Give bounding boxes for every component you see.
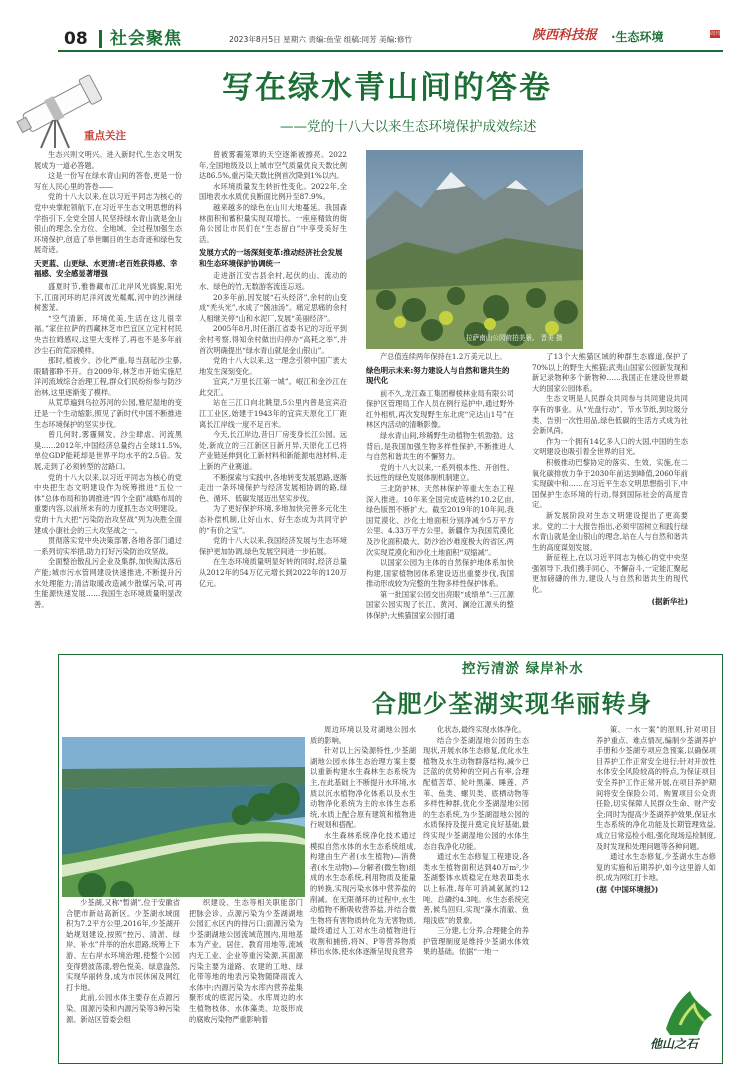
- paragraph: 党的十八大以来,我国经济发展与生态环境保护更加协调,绿色发展空间进一步拓展。: [199, 536, 347, 556]
- bottom-col-4: [423, 725, 529, 1060]
- bottom-col-3: [310, 725, 416, 1060]
- bottom-col-1: [66, 898, 180, 1060]
- paragraph: 绿水青山间,珍稀野生动植物生机勃勃。这背后,是我国加强生物多样性保护,不断推进人与自然和谐共生的不懈努力。: [366, 430, 514, 462]
- paragraph: 那时,植被少、沙化严重,每当刮起沙尘暴,眼睛都睁不开。自2009年,林芝市开始实施尼洋河流域综合治理工程,群众们民纷纷参与防沙治林,这里逐渐变了模样。: [34, 356, 182, 397]
- masthead-rule: [58, 50, 723, 52]
- paragraph: 20多年前,因发展“石头经济”,余村的山变成“秃头光”,水成了“酱油汤”。痛定思痛的余村人相继关停“山和水泥厂,发展“美丽经济”。: [199, 292, 347, 323]
- top-byline: (据新华社): [651, 596, 688, 606]
- paragraph: 少荃湖,又称“暂湖”,位于安徽省合肥市新站高新区。少荃湖水域面积为7.2平方公里,2016年,少荃湖开始规划建设,按照“控污、清淤、绿岸、补水”并举的治水思路,统筹上下游、左右岸水环境治理,使整个公园变得碧波荡漾,碧色悦美、绿意盎然,实现华丽转身,成为市民休闲及网红打卡地。: [66, 898, 180, 992]
- bottom-photo: [62, 737, 305, 897]
- paragraph: 全面整治散乱污企业及集群,加快淘汰落后产能;城市污水管网建设快速推进,不断提升污水处理能力;清洁取暖改造减少散煤污染,可再生能源快速发展……我国生态环境质量明显改善。: [34, 557, 182, 609]
- kicker-label: 重点关注: [84, 130, 126, 142]
- subheadline: ——党的十八大以来生态环境保护成效综述: [280, 119, 537, 135]
- top-col-2: [199, 150, 347, 647]
- page-number: 08: [64, 29, 88, 49]
- paragraph: 党的十八大以来,以习近平同志为核心的党中央把生态文明建设作为统筹推进“五位一体”总体布局和协调推进“四个全面”战略布局的重要内容,以前所未有的力度抓生态文明建设。党的十九大把“污染防治攻坚战”列为决胜全面建成小康社会的三大攻坚战之一。: [34, 472, 182, 535]
- top-photo: [366, 150, 583, 349]
- paragraph: 党的十八大以来,在以习近平同志为核心的党中央掌舵领航下,在习近平生态文明思想的科学指引下,全党全国人民坚持绿水青山就是金山银山的理念,全方位、全地域、全过程加强生态环境保护,创造了举世瞩目的生态奇迹和绿色发展奇迹。: [34, 192, 182, 255]
- paragraph: 针对以上污染源特性,少荃湖湖地公园水体生态治理方案主要以重新构建水生森林生态系统为主,在此基础上不断提升水环境,水质以沉水植物净化体系以及水生动物净化系统为主的水体生态系统,水质上配合原有建筑和植物进行规划和搭配。: [310, 746, 416, 830]
- paragraph: 在生态环境质量明显好转的同时,经济总量从2012年的54万亿元增长到2022年的120万亿元。: [199, 557, 347, 588]
- paragraph: 党的十八大以来,一系列根本性、开创性、长远性的绿色发展体制机制建立。: [366, 462, 514, 483]
- paragraph: 今天,长江岸边,昔日厂房变身长江公园。远处,新成立的三江新区日新月异,天原化工已将产业链延伸到化工新材料和新能源电池材料,走上新的产业赛道。: [199, 430, 347, 472]
- paragraph: 新发展阶段对生态文明建设提出了更高要求。党的二十大报告指出,必须牢固树立和践行绿水青山就是金山银山的理念,站在人与自然和谐共生的高度谋划发展。: [532, 510, 688, 552]
- paragraph: 生态文明是人民群众共同参与共同建设共同享有的事业。从“光盘行动”、节水节纸,到垃圾分类、告别一次性用品,绿色低碳的生活方式成为社会新风尚。: [532, 394, 688, 436]
- masthead-divider-bar: [99, 30, 102, 48]
- masthead: [0, 0, 735, 49]
- paragraph: 曾几何时,雾霾频发、沙尘肆虐、河流黑臭……2012年,中国经济总量约占全球11.5%,单位GDP能耗却是世界平均水平的2.5倍。发展,走到了必须转型的岔路口。: [34, 430, 182, 472]
- paragraph: 第一批国家公园交出亮眼“成绩单”:三江源国家公园实现了长江、黄河、澜沧江源头的整体保护;大熊猫国家公园打通: [366, 589, 514, 621]
- paragraph: 周边环境以及对湖地公园水质的影响。: [310, 725, 416, 745]
- bottom-byline: (据《中国环境报》): [596, 884, 659, 894]
- paragraph: 三分建,七分养,合理健全的养护管理制度是维持少荃湖水体效果的基础。依据“一地一: [423, 926, 529, 957]
- paragraph: 产总值连续两年保持在1.2万美元以上。: [380, 352, 507, 361]
- bottom-kicker: 控污清淤 绿岸补水: [462, 661, 584, 677]
- top-col-1: [34, 150, 182, 647]
- issue-line: 2023年8月5日 星期六 责编:鱼莹 组稿:同芳 美编:修竹: [229, 35, 413, 44]
- top-col-4: [532, 352, 688, 647]
- bottom-col-2: [189, 898, 303, 1060]
- paragraph: 三北防护林、天然林保护等重大生态工程深入推进。10年来全国完成造林约10.2亿亩,绿色版图不断扩大。截至2019年的10年间,我国荒漠化、沙化土地面积分别净减少5万平方公里、4.33万平方公里。新疆作为我国荒漠化及沙化面积最大、防沙治沙难度极大的省区,两次实现荒漠化和沙化土地面积“双缩减”。: [366, 483, 514, 557]
- paragraph: 水生森林系统净化技术通过模拟自然水体的水生态系统组成,构建由生产者(水生植物)—消费者(水生动物)—分解者(微生物)组成的水生态系统,利用物质及能量的转换,实现污染水体中营养盐的削减。在无限循环的过程中,水生动植物不断吸收营养盐,并结合微生物将有害物质转化为无害物质,最终通过人工对水生动植物进行收割和捕捞,将N、P等营养物质移出水体,使水体逐渐呈现良营养: [310, 830, 416, 957]
- paragraph: 此前,公园水体主要存在点源污染、面源污染和内源污染等3种污染源。新站区管委会组: [66, 993, 180, 1024]
- subhead-3: 绿色明示未来:努力建设人与自然和谐共生的现代化: [366, 365, 510, 386]
- paper-name: 陕西科技报: [532, 28, 598, 43]
- paragraph: 为了更好保护环境,多地加快完善多元化生态补偿机制,让好山水、好生态成为共同守护的“有价之宝”。: [199, 504, 347, 535]
- paragraph: 走进浙江安吉县余村,起伏的山、流动的水、绿色的竹,无数游客流连忘返。: [199, 271, 347, 291]
- paragraph: 了13个大熊猫区域的种群生态廊道,保护了70%以上的野生大熊猫;武夷山国家公园新发现和新记录物种多个新物种……我国正在建设世界最大的国家公园体系。: [532, 352, 688, 393]
- paper-tag: 周刊: [710, 31, 721, 37]
- paragraph: 织建设、生态等相关职能部门把脉会诊。点源污染为少荃湖湖地公园汇水区内的排污口;面源污染为少荃湖湖地公园流域范围内,用地基本为产业、居住、教育用地等,流域内无工业、企业等重污染源,其面源污染主要为道路、农建的工地、绿化带等地的地表污染物随降雨流入水体中;内源污染为水库内营养盐集聚形成的底泥污染。水库周边的水生植物枝体、水体藻类、垃圾形成的腐败污染物严重影响着: [189, 898, 303, 1024]
- paragraph: 不断探索与实践中,各地转变发展思路,逐渐走出一条环境保护与经济发展相协调的路,绿色、循环、低碳发展迈出坚实步伐。: [199, 472, 347, 503]
- paragraph: 水环境质量发生转折性变化。2022年,全国地表水水质优良断面比例升至87.9%。: [199, 181, 347, 202]
- paragraph: 通过水生态修复,少荃湖水生态修复的实施和后期养护,如今这里游人如织,成为网红打卡地。: [596, 852, 716, 883]
- paragraph: 站在三江口向北眺望,5公里内曾是宜宾沿江工业区,始建于1943年的宜宾天原化工厂距离长江岸线一度不足百米。: [199, 398, 347, 429]
- paragraph: 贯彻落实党中央决策部署,各地各部门通过一系列切实举措,助力打好污染防治攻坚战。: [34, 536, 182, 556]
- paragraph: 盛夏时节,雅鲁藏布江北岸风光旖旎,阳光下,江面河环的尼洋河波光粼粼,河中的沙洲绿树葱茏。: [34, 281, 182, 313]
- paragraph: 作为一个拥有14亿多人口的大国,中国的生态文明建设也吸引着全世界的目光。: [532, 436, 688, 457]
- paragraph: 结合少荃湖湿地公园的生态现状,开展水体生态修复,优化水生植物及水生动物群落结构,减少已泛蓝的优势种的空间占有率,合理配植苦草、轮叶黑藻、睡莲、芦苇、鱼类、螺贝类、底栖动物等多样性种群,优化少荃湖湿地公园的生态系统,为少荃湖湿地公园的水质保持及提升奠定良好基础,最终实现少荃湖湿地公园的水体生态自我净化功能。: [423, 735, 529, 851]
- paragraph: “空气清新、环境优美,生活在这儿很幸福。”家住拉萨的西藏林芝市巴宜区立定村村民央吉拉姆感叹,这里大变样了,再也不是多年前沙尘石的荒凉模样。: [34, 313, 182, 355]
- paragraph: 新征程上,在以习近平同志为核心的党中央坚强领导下,我们携手同心、不懈奋斗,一定能汇聚起更加磅礴的伟力,建设人与自然和谐共生的现代化。: [532, 553, 688, 595]
- paragraph: 生态兴则文明兴。进入新时代,生态文明发展成为一道必答题。: [34, 150, 182, 170]
- paragraph: 宜宾,“万里长江第一城”。岷江和金沙江在此交汇。: [199, 377, 347, 397]
- paragraph: 前不久,龙江森工集团穆棱林业局有限公司保护区管理局工作人员在例行巡护中,通过野外红外相机,再次发现野生东北虎“完达山1号”在林区内活动的清晰影像。: [366, 388, 514, 430]
- photo-caption: 拉萨南山公园俯拍美景。 晋美 摄: [466, 334, 563, 342]
- bottom-headline: 合肥少荃湖实现华丽转身: [372, 690, 653, 718]
- bottom-logo: [650, 985, 718, 1057]
- paragraph: 化状态,最终实现水体净化。: [437, 725, 526, 734]
- section-title: 社会聚焦: [110, 29, 182, 49]
- paragraph: 2005年8月,时任浙江省委书记的习近平到余村考察,得知余村做出归停办“高耗之举”,并首次明确提出“绿水青山就是金山银山”。: [199, 324, 347, 355]
- paragraph: 越来越多的绿色在山川大地蔓延。我国森林面积和蓄积量实现双增长。一座座精致的街角公园让市民们在“生态留白”中享受美好生活。: [199, 202, 347, 244]
- headline: 写在绿水青山间的答卷: [222, 70, 552, 106]
- subhead-2: 发展方式的一场深刻变革:推动经济社会发展和生态环境保护协调统一: [199, 248, 343, 268]
- paragraph: 积极推动巴黎协定的落实、生效、实施,在二氧化碳排放力争于2030年前达到峰值,2060年前实现碳中和……在习近平生态文明思想指引下,中国保护生态环境的行动,得到国际社会的高度肯定。: [532, 457, 688, 510]
- paper-section: ·生态环境: [611, 30, 664, 44]
- paragraph: 策、一水一案”的原则,针对项目养护重点、难点情况,编制少荃湖养护手册和少荃湖专项应急预案,以确保项目养护工作正常安全进行;针对开放性水体安全风险较高的特点,为保证项目安全养护工作正常开展,在项目养护期间将安全保险公司、购置项目公众责任险,切实保障人民群众生命、财产安全;同时为提高少荃湖养护效果,保证水生态系统的净化功能及长期管理效益,成立日常巡检小组,强化现场巡检制度,及时发现和处理问题等各种问题。: [596, 725, 716, 851]
- paragraph: 以国家公园为主体的自然保护地体系加快构建,国家植物园体系建设迈出重要步伐,我国推动形成较为完整的生物多样性保护体系。: [366, 558, 514, 589]
- paragraph: 这是一份写在绿水青山间的答卷,更是一份写在人民心里的答卷——: [34, 171, 182, 191]
- paragraph: 曾被雾霾笼罩的天空逐渐被擦亮。2022年,全国地级及以上城市空气质量优良天数比例达86.5%,重污染天数比例首次降到1%以内。: [199, 150, 347, 181]
- paragraph: 党的十八大以来,这一理念引领中国广袤大地发生深刻变化。: [199, 356, 347, 376]
- logo-text: 他山之石: [650, 1037, 699, 1051]
- paragraph: 从荒草遍到乌拉苏河的公园,雅尼湿地的变迁是一个生动缩影,照见了新时代中国不断推进生态环境保护的坚实步伐。: [34, 398, 182, 429]
- subhead-1: 天更蓝、山更绿、水更清:老百姓获得感、幸福感、安全感显著增强: [34, 258, 178, 279]
- paragraph: 通过水生态修复工程建设,各类水生植物面积达到40万m²,少荃湖整体水质稳定在地表Ⅲ类水以上标准,每年可消减氨氮约12吨、总磷约4.3吨。水生态系统完善,候鸟回归,实现“藻水清澈、鱼翔浅底”的景象。: [423, 852, 529, 925]
